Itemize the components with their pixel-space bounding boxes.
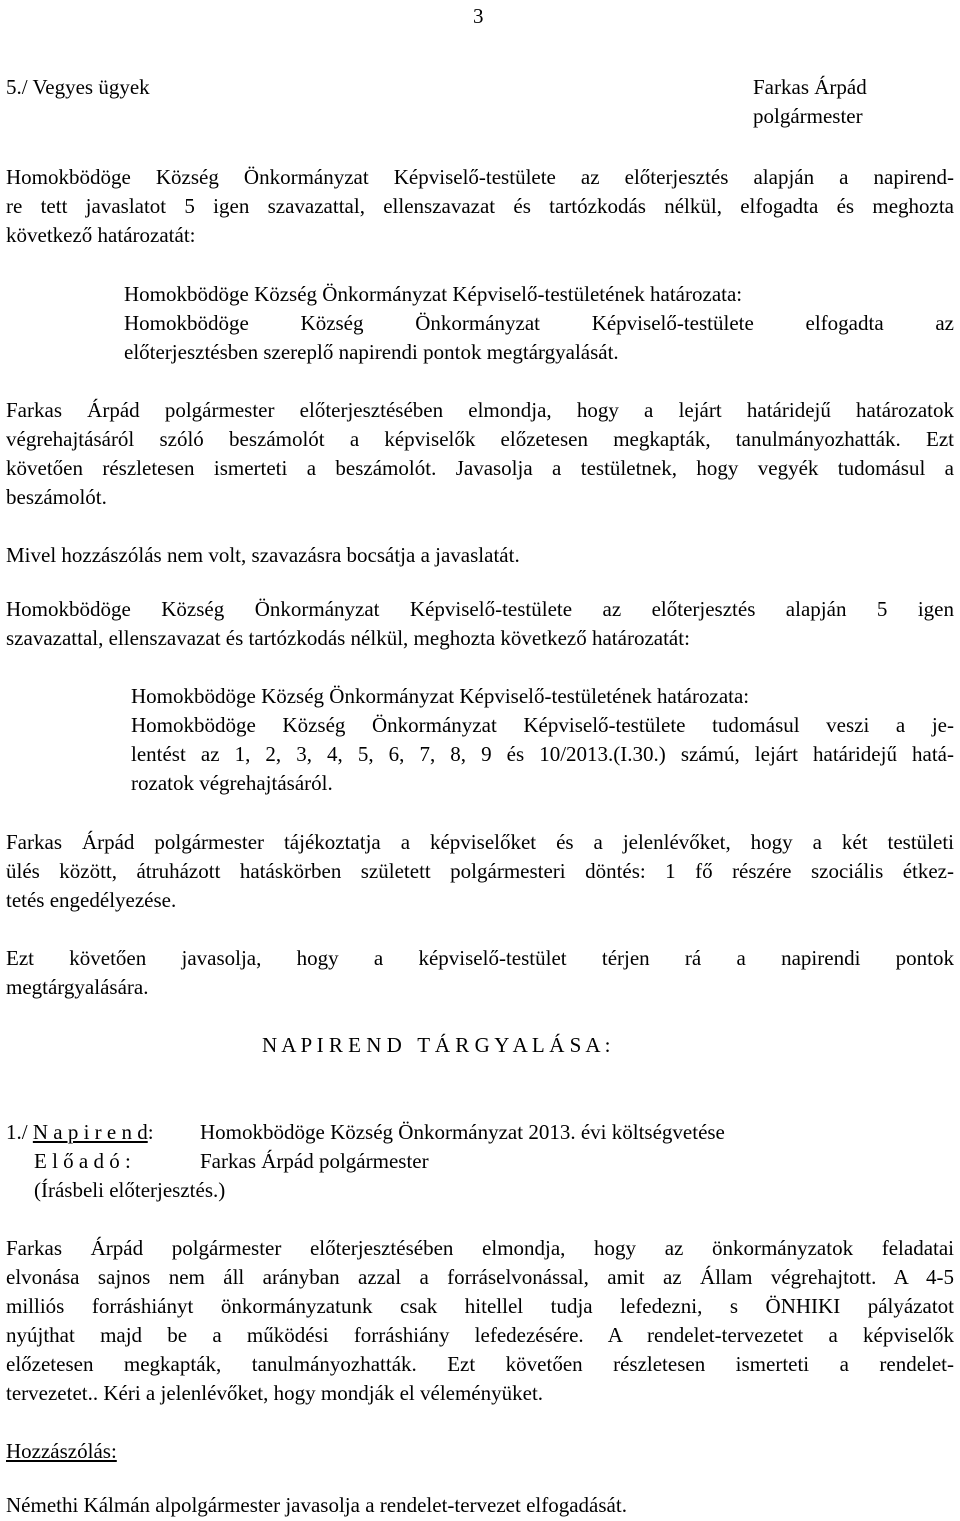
comment-text: Némethi Kálmán alpolgármester javasolja a rendelet-tervezet elfogadását. [6,1493,627,1517]
report-line: végrehajtásáról szóló beszámolót a képviselők előzetesen megkapták, tanulmányozhatták. Ezt [6,427,954,451]
budget-line: nyújthat majd be a működési forráshiány lefedezésére. A rendelet-tervezetet a képviselők [6,1323,954,1347]
resolution-text: lentést az 1, 2, 3, 4, 5, 6, 7, 8, 9 és 10/2013.(I.30.) számú, lejárt határidejű hatá- [131,742,954,766]
agenda-label: N a p i r e n d [32,1120,148,1144]
section-title: 5./ Vegyes ügyek [6,75,150,99]
proposal-line: Ezt követően javasolja, hogy a képviselő-testület térjen rá a napirendi pontok [6,946,954,970]
agenda-presenter-label: E l ő a d ó : [34,1149,131,1173]
report-line: beszámolót. [6,485,107,509]
agenda-separator: : [147,1120,154,1144]
no-comment-text: Mivel hozzászólás nem volt, szavazásra bocsátja a javaslatát. [6,543,520,567]
budget-line: elvonása sajnos nem áll arányban azzal a forráselvonással, amit az Állam végrehajtott. A 4-5 [6,1265,954,1289]
intro-line: következő határozatát: [6,223,196,247]
vote-line: szavazattal, ellenszavazat és tartózkodás nélkül, meghozta következő határozatát: [6,626,690,650]
info-line: ülés között, átruházott hatáskörben született polgármesteri döntés: 1 fő részére szociális étkez- [6,859,954,883]
resolution-text: előterjesztésben szereplő napirendi pontok megtárgyalását. [124,340,619,364]
agenda-presenter: Farkas Árpád polgármester [200,1149,429,1173]
agenda-item [6,1118,154,1147]
budget-line: milliós forráshiányt önkormányzatunk csak hitellel tudja lefedezni, s ÖNHIKI pályázatot [6,1294,954,1318]
budget-line: tervezetet.. Kéri a jelenlévőket, hogy mondják el véleményüket. [6,1381,544,1405]
presenter-title: polgármester [753,104,863,128]
info-line: Farkas Árpád polgármester tájékoztatja a képviselőket és a jelenlévőket, hogy a két testületi [6,830,954,854]
budget-line: előzetesen megkapták, tanulmányozhatták. Ezt követően részletesen ismerteti a rendelet- [6,1352,954,1376]
agenda-title: Homokbödöge Község Önkormányzat 2013. évi költségvetése [200,1120,725,1144]
report-line: Farkas Árpád polgármester előterjesztésében elmondja, hogy a lejárt határidejű határozatok [6,398,954,422]
vote-line: Homokbödöge Község Önkormányzat Képviselő-testülete az előterjesztés alapján 5 igen [6,597,954,621]
resolution-text: rozatok végrehajtásáról. [131,771,333,795]
agenda-note: (Írásbeli előterjesztés.) [34,1178,226,1202]
budget-line: Farkas Árpád polgármester előterjesztésében elmondja, hogy az önkormányzatok feladatai [6,1236,954,1260]
page-number: 3 [473,4,484,28]
proposal-line: megtárgyalására. [6,975,149,999]
intro-line: re tett javaslatot 5 igen szavazattal, ellenszavazat és tartózkodás nélkül, elfogadta és meghozta [6,194,954,218]
presenter-name: Farkas Árpád [753,75,867,99]
resolution-heading: Homokbödöge Község Önkormányzat Képviselő-testületének határozata: [124,282,743,306]
report-line: követően részletesen ismerteti a beszámolót. Javasolja a testületnek, hogy vegyék tudomásul a [6,456,954,480]
agenda-heading: N A P I R E N D T Á R G Y A L Á S A : [262,1033,611,1057]
resolution-text: Homokbödöge Község Önkormányzat Képviselő-testülete elfogadta az [124,311,954,335]
resolution-text: Homokbödöge Község Önkormányzat Képviselő-testülete tudomásul veszi a je- [131,713,954,737]
info-line: tetés engedélyezése. [6,888,177,912]
resolution-heading: Homokbödöge Község Önkormányzat Képviselő-testületének határozata: [131,684,750,708]
agenda-number: 1./ [6,1120,28,1144]
intro-line: Homokbödöge Község Önkormányzat Képviselő-testülete az előterjesztés alapján a napirend- [6,165,954,189]
comment-heading: Hozzászólás: [6,1439,117,1463]
